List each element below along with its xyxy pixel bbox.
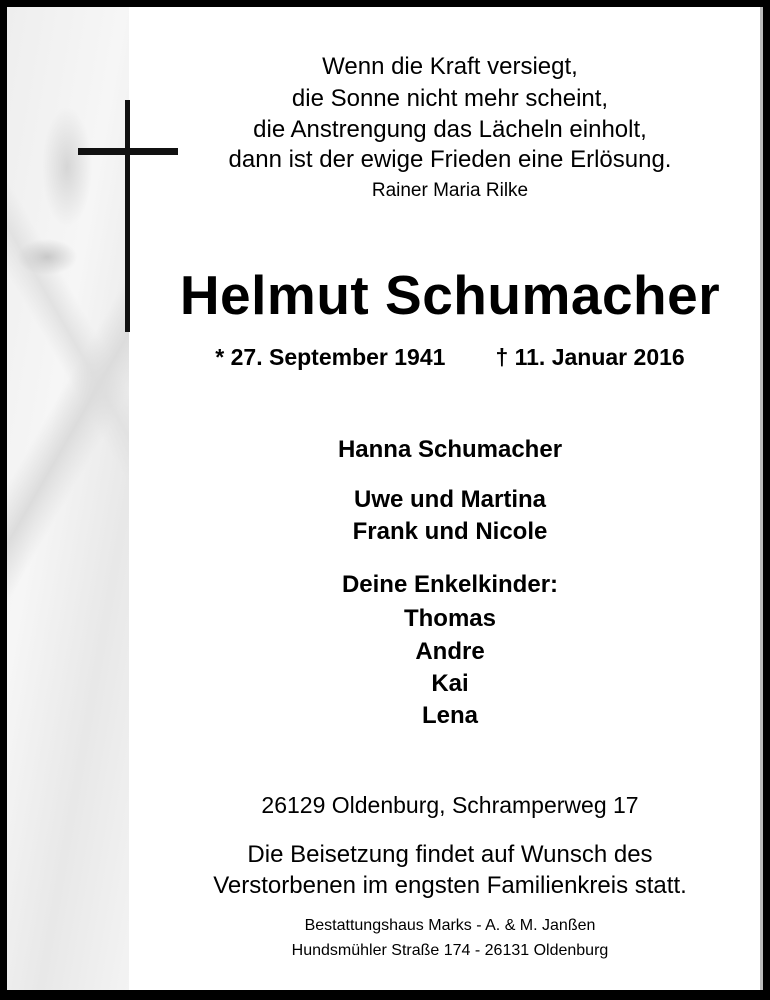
quote-line: die Sonne nicht mehr scheint, xyxy=(291,85,609,112)
burial-note: Die Beisetzung findet auf Wunsch des xyxy=(247,841,653,868)
grandchild: Andre xyxy=(415,638,485,665)
spouse: Hanna Schumacher xyxy=(337,436,563,463)
burial-note: Verstorbenen im engsten Familienkreis statt. xyxy=(213,872,687,899)
quote-line: Wenn die Kraft versiegt, xyxy=(322,53,578,80)
deceased-name: Helmut Schumacher xyxy=(179,264,721,326)
grandchild: Kai xyxy=(431,670,469,697)
birth-date: * 27. September 1941 xyxy=(215,344,446,370)
death-date: † 11. Januar 2016 xyxy=(495,344,685,370)
quote-line: die Anstrengung das Lächeln einholt, xyxy=(253,116,647,143)
grandchildren-label: Deine Enkelkinder: xyxy=(341,571,559,598)
child: Frank und Nicole xyxy=(352,518,548,545)
funeral-home: Bestattungshaus Marks - A. & M. Janßen xyxy=(304,917,596,934)
address: 26129 Oldenburg, Schramperweg 17 xyxy=(261,792,639,818)
grandchild: Thomas xyxy=(403,605,496,632)
life-dates xyxy=(130,344,770,371)
funeral-home-address: Hundsmühler Straße 174 - 26131 Oldenburg xyxy=(291,942,609,959)
quote-line: dann ist der ewige Frieden eine Erlösung. xyxy=(228,146,672,173)
quote-author: Rainer Maria Rilke xyxy=(371,180,529,201)
child: Uwe und Martina xyxy=(353,486,546,513)
grandchild: Lena xyxy=(421,702,478,729)
